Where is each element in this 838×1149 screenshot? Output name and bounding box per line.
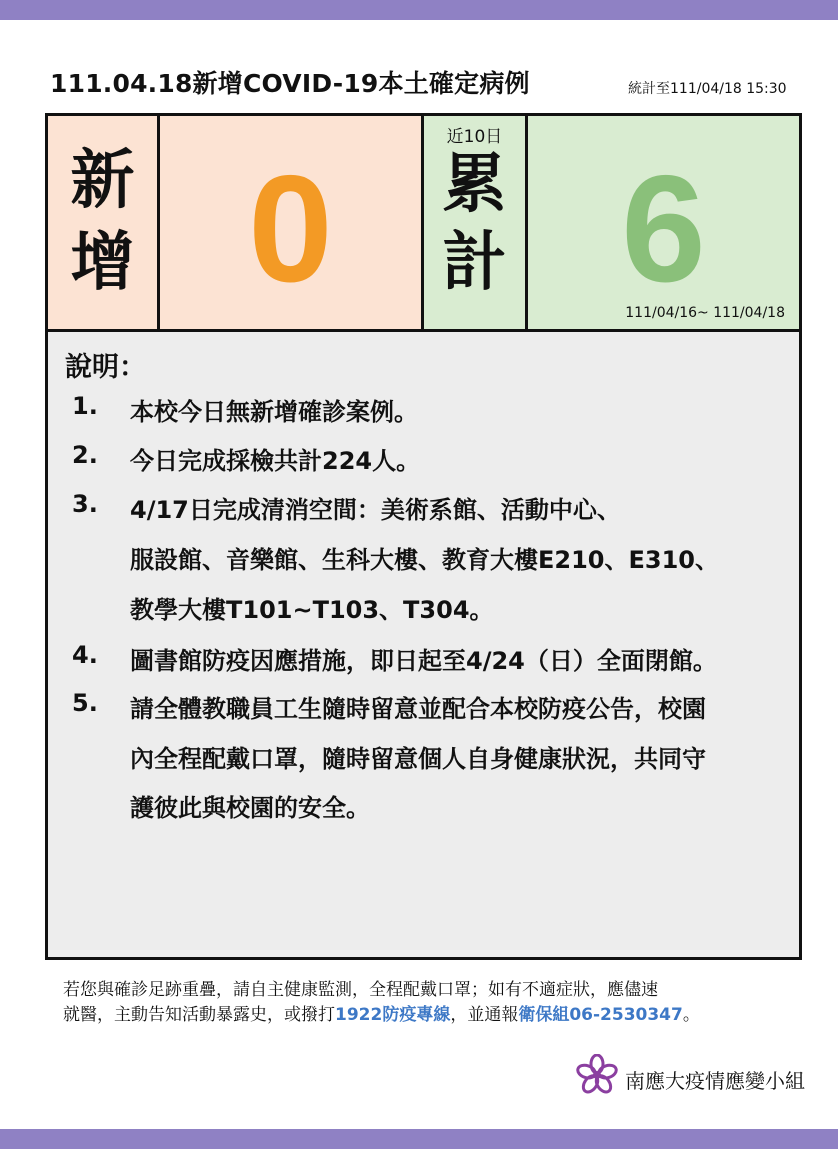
item-number: 5. <box>72 689 98 717</box>
item-text: 今日完成採檢共計224人。 <box>130 447 421 475</box>
contact-link[interactable]: 衛保組06-2530347 <box>518 1005 683 1025</box>
bottom-color-bar <box>0 1129 838 1149</box>
item-text: 圖書館防疫因應措施，即日起至4/24（日）全面閉館。 <box>130 647 717 675</box>
cumulative-label-cell <box>421 113 528 332</box>
top-color-bar <box>0 0 838 20</box>
cumulative-count-cell <box>525 113 802 332</box>
cumulative-label-bottom: 計 <box>442 226 507 300</box>
hotline-link[interactable]: 1922防疫專線 <box>335 1005 451 1025</box>
item-number: 2. <box>72 441 98 469</box>
item-number: 4. <box>72 641 98 669</box>
item-number: 1. <box>72 392 98 420</box>
footer-notice-line2 <box>63 1000 700 1025</box>
footer-text: 。 <box>682 1005 700 1025</box>
footer-text: ，並通報 <box>450 1005 519 1025</box>
cumulative-label-top: 累 <box>442 148 507 222</box>
team-signature: 南應大疫情應變小組 <box>625 1069 805 1093</box>
item-text: 服設館、音樂館、生科大樓、教育大樓E210、E310、 <box>130 546 719 574</box>
flower-logo-icon <box>576 1054 618 1096</box>
period-label: 近10日 <box>446 127 503 147</box>
item-text: 護彼此與校園的安全。 <box>130 794 370 822</box>
item-text: 請全體教職員工生隨時留意並配合本校防疫公告，校園 <box>130 695 706 723</box>
item-text: 本校今日無新增確診案例。 <box>130 398 418 426</box>
new-label-cell <box>45 113 160 332</box>
new-label-top: 新 <box>70 144 135 218</box>
stat-timestamp: 統計至111/04/18 15:30 <box>628 81 787 97</box>
cumulative-count-value: 6 <box>621 144 706 314</box>
new-count-cell <box>157 113 424 332</box>
page-title: 111.04.18新增COVID-19本土確定病例 <box>50 69 530 98</box>
item-number: 3. <box>72 490 98 518</box>
item-text: 內全程配戴口罩，隨時留意個人自身健康狀況，共同守 <box>130 745 706 773</box>
date-range: 111/04/16~ 111/04/18 <box>625 305 785 321</box>
description-heading: 說明： <box>65 352 146 383</box>
footer-notice-line1: 若您與確診足跡重疊，請自主健康監測，全程配戴口罩；如有不適症狀，應儘速 <box>63 980 658 1000</box>
footer-text: 就醫，主動告知活動暴露史，或撥打 <box>63 1005 335 1025</box>
new-count-value: 0 <box>248 144 333 314</box>
new-label-bottom: 增 <box>70 226 135 300</box>
item-text: 4/17日完成清消空間：美術系館、活動中心、 <box>130 496 621 524</box>
item-text: 教學大樓T101~T103、T304。 <box>130 596 494 624</box>
